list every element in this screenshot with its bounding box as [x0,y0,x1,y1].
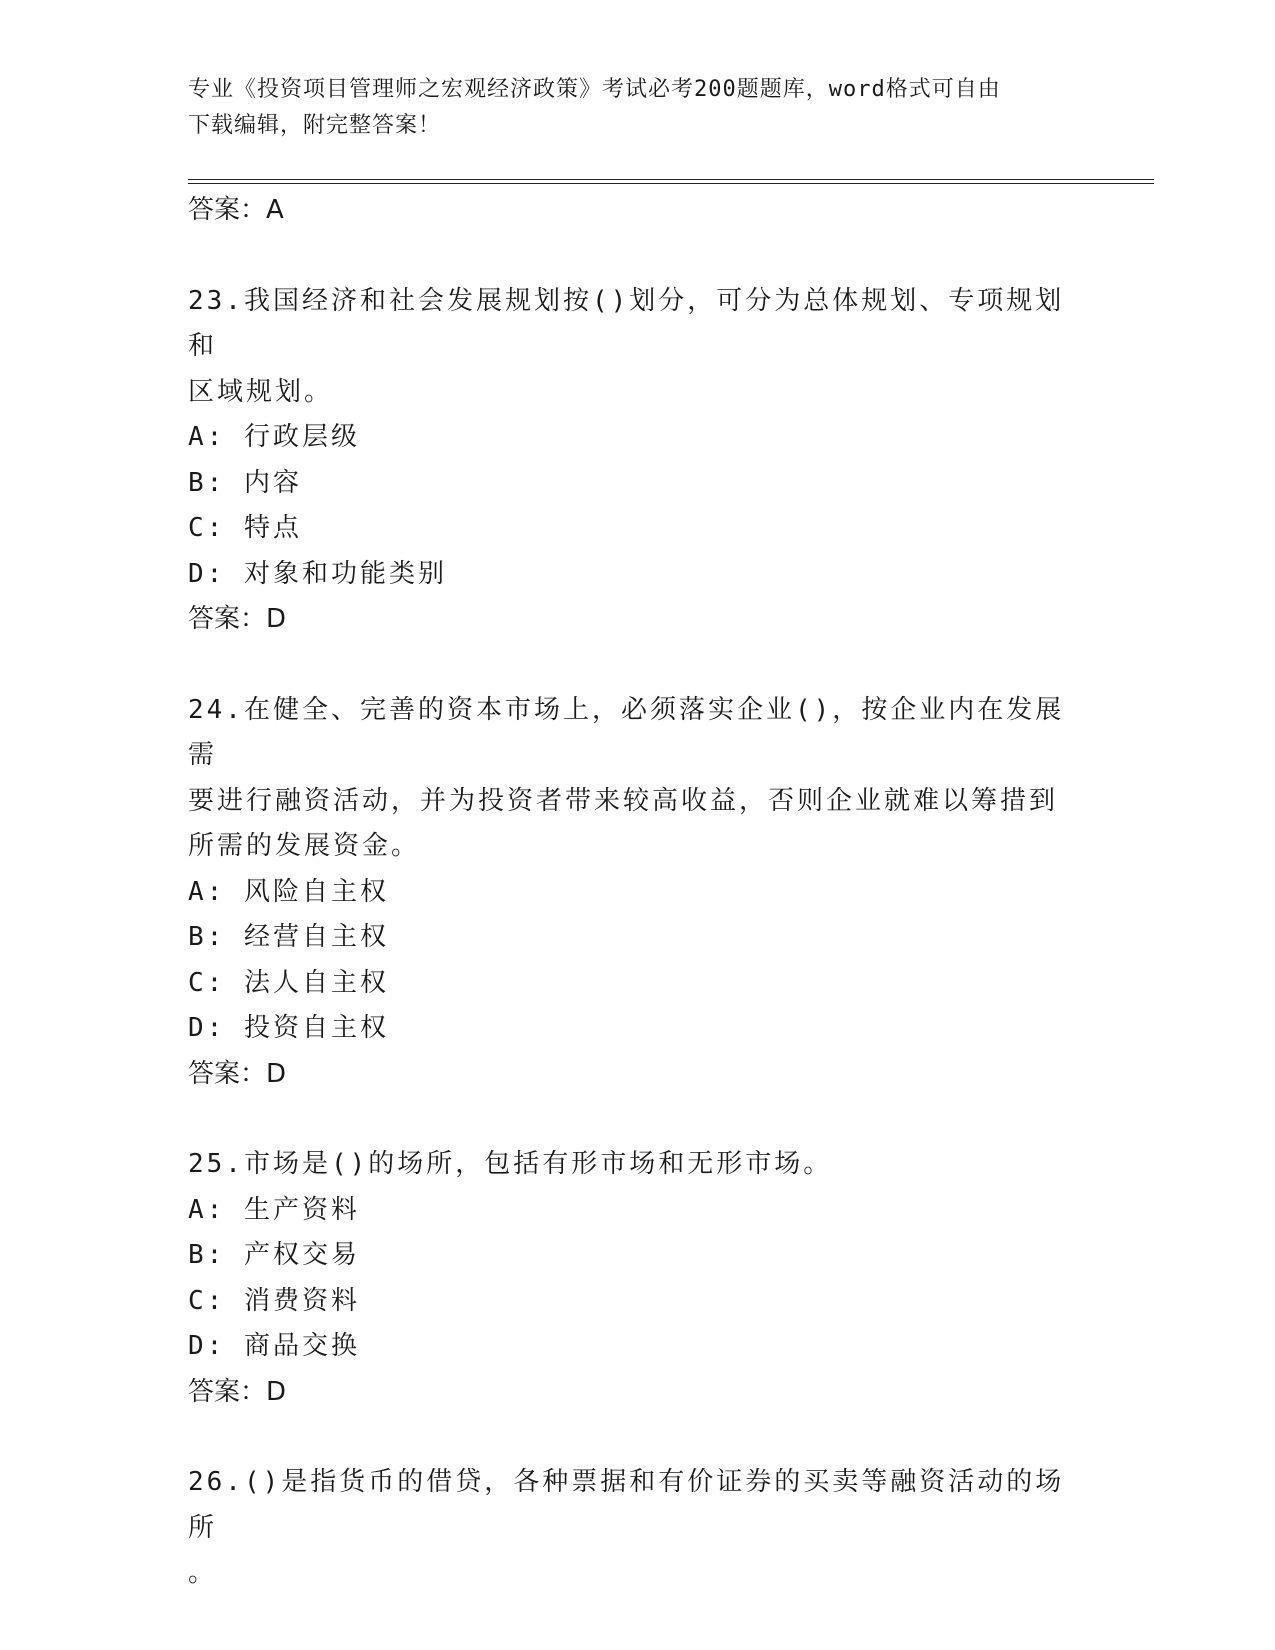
question-stem-line: 要进行融资活动，并为投资者带来较高收益，否则企业就难以筹措到 [188,785,1059,816]
option-a: A: 行政层级 [188,422,360,452]
question-stem-line: 23.我国经济和社会发展规划按()划分，可分为总体规划、专项规划和 [188,285,1065,361]
option-c: C: 法人自主权 [188,967,389,998]
header-line-1: 专业《投资项目管理师之宏观经济政策》考试必考200题题库，word格式可自由 [188,77,1001,102]
question-list [188,188,1068,1597]
question-25 [188,1142,1068,1415]
question-26 [188,1460,1068,1597]
document-header [188,72,1068,144]
option-b: B: 产权交易 [188,1240,360,1270]
question-stem-line: 24.在健全、完善的资本市场上，必须落实企业()，按企业内在发展需 [188,694,1065,770]
header-rule-bottom [188,183,1154,184]
answer: 答案：D [188,1058,287,1089]
option-d: D: 对象和功能类别 [188,558,447,589]
option-b: B: 内容 [188,467,302,498]
question-stem-line: 所需的发展资金。 [188,831,421,861]
question-24 [188,688,1068,1098]
question-stem-line: 区域规划。 [188,376,334,407]
header-line-2: 下载编辑，附完整答案！ [188,113,442,138]
question-stem-line: 26.()是指货币的借贷，各种票据和有价证券的买卖等融资活动的场所 [188,1467,1065,1543]
answer: 答案：D [188,604,287,634]
option-b: B: 经营自主权 [188,922,389,952]
option-d: D: 商品交换 [188,1331,360,1361]
previous-answer: 答案：A [188,195,284,225]
option-a: A: 生产资料 [188,1194,360,1225]
question-stem-line: 。 [188,1558,218,1588]
question-stem-line: 25.市场是()的场所，包括有形市场和无形市场。 [188,1149,833,1179]
option-d: D: 投资自主权 [188,1013,389,1043]
option-c: C: 特点 [188,513,302,543]
header-rule-top [188,179,1154,180]
option-a: A: 风险自主权 [188,876,389,907]
answer: 答案：D [188,1376,287,1407]
option-c: C: 消费资料 [188,1285,360,1316]
question-23 [188,279,1068,643]
